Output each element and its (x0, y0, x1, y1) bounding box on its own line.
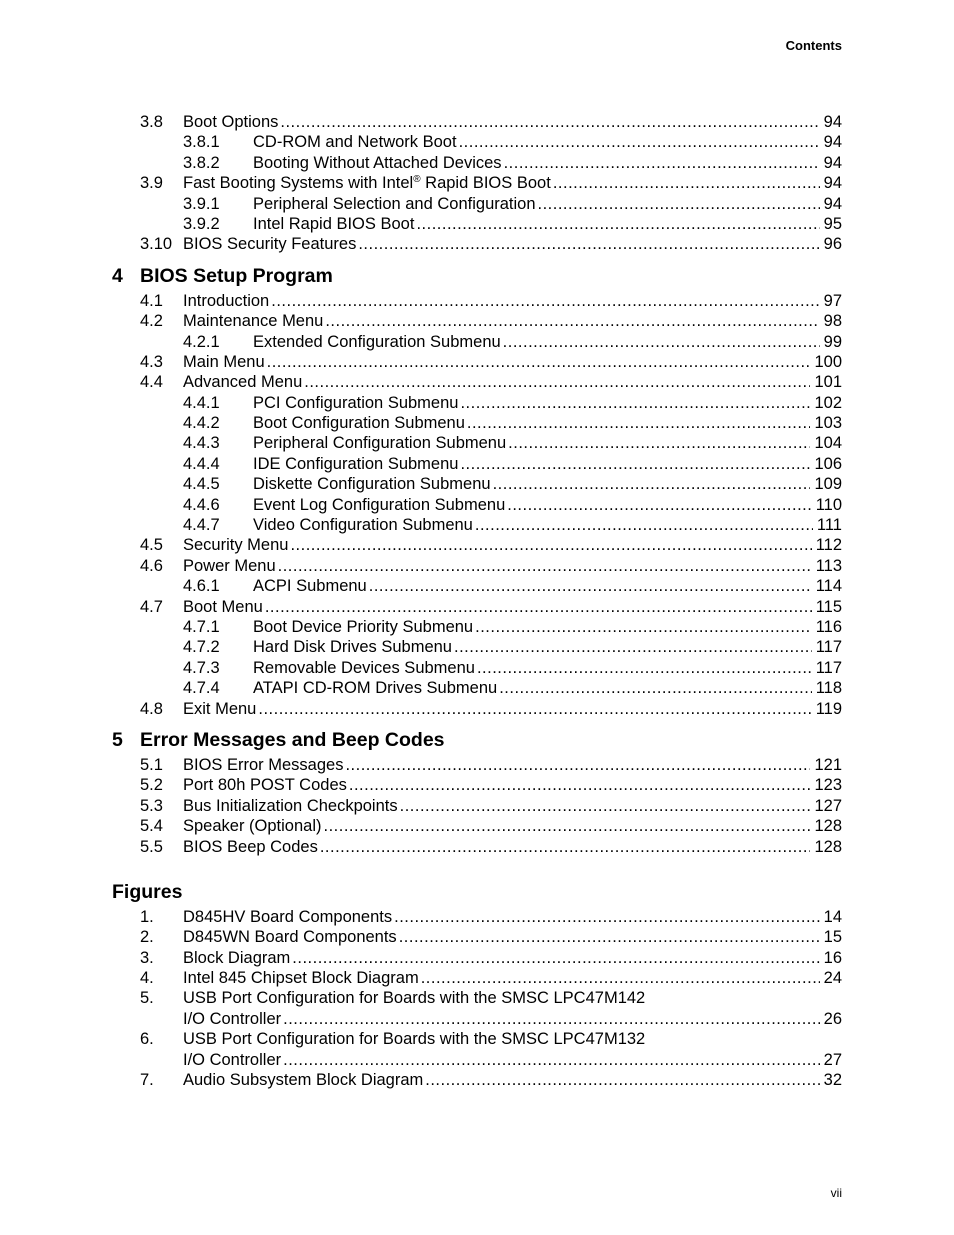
entry-leader-line (183, 234, 842, 254)
entry-page: 116 (815, 617, 842, 636)
entry-title: Exit Menu (183, 699, 257, 718)
entry-number: 4.3 (140, 352, 163, 371)
entry-leader-line (253, 454, 842, 474)
toc-entry[interactable] (0, 907, 954, 927)
entry-title: USB Port Configuration for Boards with the SMSC LPC47M132 (183, 1030, 646, 1049)
entry-number: 4. (140, 969, 154, 988)
entry-title: D845WN Board Components (183, 928, 397, 947)
entry-number: 4.5 (140, 536, 163, 555)
entry-number: 4.7.4 (183, 679, 220, 698)
entry-page: 14 (823, 907, 842, 926)
entry-number: 6. (140, 1030, 154, 1049)
entry-number: 4.4.7 (183, 516, 220, 535)
entry-number: 4.4.3 (183, 434, 220, 453)
dot-leader (278, 556, 812, 576)
entry-leader-line (183, 556, 842, 576)
toc-entry[interactable] (0, 755, 954, 775)
dot-leader (369, 576, 812, 596)
toc-entry[interactable] (0, 948, 954, 968)
dot-leader (475, 617, 812, 637)
entry-leader-line (253, 495, 842, 515)
dot-leader (320, 837, 811, 857)
entry-leader-line (253, 515, 842, 535)
chapter-heading[interactable] (0, 725, 954, 755)
toc-entry[interactable] (0, 153, 954, 173)
entry-leader-line (183, 988, 842, 1008)
entry-title: Fast Booting Systems with Intel® Rapid BIOS Boot (183, 174, 551, 193)
toc-entry[interactable] (0, 194, 954, 214)
entry-title: Intel 845 Chipset Block Diagram (183, 969, 419, 988)
entry-leader-line (253, 637, 842, 657)
toc-entry[interactable] (0, 597, 954, 617)
dot-leader (400, 796, 811, 816)
figures-heading (0, 877, 954, 907)
entry-title: Booting Without Attached Devices (253, 153, 502, 172)
entry-title: Audio Subsystem Block Diagram (183, 1071, 424, 1090)
toc-entry[interactable] (0, 112, 954, 132)
entry-number: 5.5 (140, 837, 163, 856)
entry-page: 109 (814, 475, 842, 494)
entry-number: 4.7.3 (183, 658, 220, 677)
entry-leader-line (183, 775, 842, 795)
entry-title: Security Menu (183, 536, 289, 555)
entry-number: 4.4.2 (183, 414, 220, 433)
toc-entry[interactable] (0, 988, 954, 1008)
dot-leader (421, 968, 820, 988)
entry-leader-line (183, 291, 842, 311)
entry-leader-line (253, 617, 842, 637)
entry-leader-line (253, 413, 842, 433)
toc-entry-continuation[interactable] (0, 1009, 954, 1029)
toc-entry[interactable] (0, 413, 954, 433)
entry-title: Extended Configuration Submenu (253, 332, 501, 351)
entry-page: 128 (814, 817, 842, 836)
dot-leader (399, 927, 820, 947)
entry-page: 113 (815, 556, 842, 575)
entry-title: Port 80h POST Codes (183, 776, 347, 795)
entry-title: USB Port Configuration for Boards with the SMSC LPC47M142 (183, 989, 646, 1008)
entry-page: 119 (815, 699, 842, 718)
entry-number: 5. (140, 989, 154, 1008)
dot-leader (507, 495, 811, 515)
entry-number: 4.8 (140, 699, 163, 718)
entry-leader-line (183, 968, 842, 988)
entry-page: 112 (815, 536, 842, 555)
entry-leader-line (183, 1009, 842, 1029)
toc-entry[interactable] (0, 699, 954, 719)
entry-title: Main Menu (183, 352, 265, 371)
entry-title: BIOS Security Features (183, 235, 357, 254)
entry-leader-line (183, 948, 842, 968)
entry-page: 115 (815, 597, 842, 616)
entry-leader-line (183, 597, 842, 617)
dot-leader (493, 474, 811, 494)
entry-leader-line (183, 1070, 842, 1090)
entry-page: 106 (814, 454, 842, 473)
entry-title: ACPI Submenu (253, 577, 367, 596)
entry-page: 121 (814, 755, 842, 774)
dot-leader (416, 214, 819, 234)
chapter-number: 4 (112, 264, 123, 287)
dot-leader (290, 535, 811, 555)
toc-entry[interactable] (0, 515, 954, 535)
entry-page: 94 (823, 174, 842, 193)
toc-entry[interactable] (0, 291, 954, 311)
toc-entry[interactable] (0, 658, 954, 678)
toc-entry[interactable] (0, 214, 954, 234)
toc-entry[interactable] (0, 433, 954, 453)
entry-number: 7. (140, 1071, 154, 1090)
dot-leader (325, 311, 819, 331)
entry-page: 27 (823, 1050, 842, 1069)
entry-page: 110 (815, 495, 842, 514)
entry-title: Power Menu (183, 556, 276, 575)
dot-leader (349, 775, 811, 795)
entry-number: 4.7 (140, 597, 163, 616)
dot-leader (538, 194, 820, 214)
entry-leader-line (253, 132, 842, 152)
dot-leader (345, 755, 810, 775)
entry-leader-line (253, 678, 842, 698)
entry-number: 3.9.2 (183, 214, 220, 233)
entry-page: 94 (823, 113, 842, 131)
entry-number: 3.8.1 (183, 133, 220, 152)
entry-title: D845HV Board Components (183, 907, 393, 926)
toc-entry[interactable] (0, 968, 954, 988)
entry-page: 103 (814, 414, 842, 433)
dot-leader (503, 332, 820, 352)
dot-leader (460, 454, 810, 474)
entry-page: 15 (823, 928, 842, 947)
entry-title: Hard Disk Drives Submenu (253, 638, 452, 657)
entry-number: 4.4.1 (183, 393, 220, 412)
entry-title: Bus Initialization Checkpoints (183, 796, 398, 815)
figures-heading-text: Figures (112, 880, 183, 903)
entry-title: Peripheral Selection and Configuration (253, 194, 536, 213)
entry-leader-line (253, 433, 842, 453)
entry-title: Maintenance Menu (183, 312, 324, 331)
entry-number: 4.4.6 (183, 495, 220, 514)
entry-leader-line (183, 907, 842, 927)
entry-title: PCI Configuration Submenu (253, 393, 459, 412)
entry-leader-line (183, 535, 842, 555)
entry-page: 128 (814, 837, 842, 856)
entry-page: 117 (815, 638, 842, 657)
dot-leader (267, 352, 811, 372)
chapter-title: Error Messages and Beep Codes (140, 728, 445, 751)
entry-number: 5.1 (140, 755, 163, 774)
entry-title: Peripheral Configuration Submenu (253, 434, 507, 453)
entry-number: 4.6.1 (183, 577, 220, 596)
dot-leader (324, 816, 811, 836)
entry-title: Introduction (183, 291, 270, 310)
entry-number: 4.4 (140, 373, 163, 392)
entry-leader-line (183, 173, 842, 193)
dot-leader (425, 1070, 819, 1090)
entry-title: Boot Menu (183, 597, 263, 616)
dot-leader (553, 173, 820, 193)
entry-title: Boot Configuration Submenu (253, 414, 465, 433)
entry-number: 5.2 (140, 776, 163, 795)
entry-number: 3.9 (140, 174, 163, 193)
toc-entry[interactable] (0, 311, 954, 331)
toc-entry[interactable] (0, 678, 954, 698)
entry-title: Boot Device Priority Submenu (253, 617, 474, 636)
entry-number: 4.2.1 (183, 332, 220, 351)
entry-leader-line (253, 474, 842, 494)
entry-leader-line (253, 332, 842, 352)
entry-number: 4.6 (140, 556, 163, 575)
dot-leader (508, 433, 810, 453)
toc-entry[interactable] (0, 837, 954, 857)
entry-number: 4.1 (140, 291, 163, 310)
dot-leader (292, 948, 819, 968)
toc-entry[interactable] (0, 352, 954, 372)
entry-number: 2. (140, 928, 154, 947)
entry-page: 96 (823, 235, 842, 254)
entry-leader-line (253, 194, 842, 214)
toc-entry[interactable] (0, 637, 954, 657)
dot-leader (283, 1009, 820, 1029)
entry-leader-line (183, 816, 842, 836)
running-header: Contents (785, 38, 842, 53)
dot-leader (499, 678, 811, 698)
entry-page: 24 (823, 969, 842, 988)
toc-entry[interactable] (0, 372, 954, 392)
entry-page: 16 (823, 948, 842, 967)
entry-title: Boot Options (183, 113, 279, 131)
entry-number: 4.7.1 (183, 617, 220, 636)
dot-leader (504, 153, 820, 173)
entry-title: Speaker (Optional) (183, 817, 322, 836)
entry-page: 94 (823, 194, 842, 213)
toc-entry[interactable] (0, 617, 954, 637)
dot-leader (280, 112, 819, 132)
dot-leader (265, 597, 812, 617)
toc-entry[interactable] (0, 332, 954, 352)
entry-number: 3.10 (140, 235, 173, 254)
entry-leader-line (183, 755, 842, 775)
entry-number: 3.8 (140, 113, 163, 131)
toc-entry[interactable] (0, 796, 954, 816)
entry-leader-line (253, 393, 842, 413)
toc-entry[interactable] (0, 576, 954, 596)
toc-entry[interactable] (0, 775, 954, 795)
toc-entry[interactable] (0, 132, 954, 152)
entry-leader-line (183, 796, 842, 816)
dot-leader (304, 372, 810, 392)
entry-page: 127 (814, 796, 842, 815)
entry-number: 4.4.4 (183, 454, 220, 473)
entry-number: 3.9.1 (183, 194, 220, 213)
entry-leader-line (183, 372, 842, 392)
toc-entry[interactable] (0, 234, 954, 254)
toc-entry[interactable] (0, 927, 954, 947)
entry-number: 4.2 (140, 312, 163, 331)
dot-leader (477, 658, 812, 678)
entry-page: 117 (815, 658, 842, 677)
entry-title: Intel Rapid BIOS Boot (253, 214, 415, 233)
toc-entry[interactable] (0, 173, 954, 193)
chapter-title: BIOS Setup Program (140, 264, 333, 287)
entry-title: IDE Configuration Submenu (253, 454, 459, 473)
toc-entry[interactable] (0, 556, 954, 576)
entry-page: 98 (823, 312, 842, 331)
entry-page: 102 (814, 393, 842, 412)
entry-leader-line (183, 837, 842, 857)
entry-page: 118 (815, 679, 842, 698)
entry-leader-line (183, 112, 842, 132)
toc-entry[interactable] (0, 495, 954, 515)
entry-number: 3.8.2 (183, 153, 220, 172)
chapter-heading[interactable] (0, 261, 954, 291)
entry-number: 5.3 (140, 796, 163, 815)
entry-title-continuation: I/O Controller (183, 1009, 282, 1028)
toc-entry[interactable] (0, 393, 954, 413)
entry-title: Block Diagram (183, 948, 291, 967)
entry-title: Video Configuration Submenu (253, 516, 473, 535)
entry-number: 3. (140, 948, 154, 967)
entry-number: 1. (140, 907, 154, 926)
entry-page: 95 (823, 214, 842, 233)
entry-leader-line (183, 352, 842, 372)
entry-title: Removable Devices Submenu (253, 658, 475, 677)
entry-title: BIOS Error Messages (183, 755, 344, 774)
dot-leader (467, 413, 811, 433)
entry-page: 123 (814, 776, 842, 795)
entry-number: 4.7.2 (183, 638, 220, 657)
dot-leader (459, 132, 820, 152)
entry-number: 5.4 (140, 817, 163, 836)
entry-leader-line (253, 658, 842, 678)
toc-entry[interactable] (0, 474, 954, 494)
entry-page: 111 (816, 516, 842, 535)
toc-entry[interactable] (0, 816, 954, 836)
entry-page: 94 (823, 133, 842, 152)
entry-title: Advanced Menu (183, 373, 303, 392)
dot-leader (283, 1050, 820, 1070)
entry-page: 94 (823, 153, 842, 172)
entry-page: 26 (823, 1009, 842, 1028)
entry-page: 99 (823, 332, 842, 351)
chapter-number: 5 (112, 728, 123, 751)
entry-page: 104 (814, 434, 842, 453)
table-of-contents (0, 112, 954, 1090)
entry-leader-line (253, 214, 842, 234)
dot-leader (475, 515, 813, 535)
entry-page: 100 (814, 352, 842, 371)
entry-title: Diskette Configuration Submenu (253, 475, 491, 494)
entry-leader-line (183, 1050, 842, 1070)
entry-leader-line (183, 311, 842, 331)
toc-entry[interactable] (0, 1070, 954, 1090)
entry-page: 114 (815, 577, 842, 596)
entry-leader-line (253, 576, 842, 596)
entry-title-continuation: I/O Controller (183, 1050, 282, 1069)
dot-leader (394, 907, 820, 927)
dot-leader (460, 393, 810, 413)
entry-leader-line (253, 153, 842, 173)
toc-entry[interactable] (0, 454, 954, 474)
dot-leader (271, 291, 819, 311)
entry-leader-line (183, 927, 842, 947)
entry-page: 97 (823, 291, 842, 310)
entry-title: BIOS Beep Codes (183, 837, 318, 856)
entry-page: 101 (814, 373, 842, 392)
entry-page: 32 (823, 1071, 842, 1090)
entry-leader-line (183, 699, 842, 719)
dot-leader (454, 637, 812, 657)
toc-entry-continuation[interactable] (0, 1050, 954, 1070)
entry-number: 4.4.5 (183, 475, 220, 494)
dot-leader (358, 234, 819, 254)
toc-entry[interactable] (0, 535, 954, 555)
entry-title: CD-ROM and Network Boot (253, 133, 457, 152)
dot-leader (258, 699, 811, 719)
page-number: vii (830, 1186, 842, 1200)
entry-leader-line (183, 1029, 842, 1049)
entry-title: ATAPI CD-ROM Drives Submenu (253, 679, 498, 698)
toc-entry[interactable] (0, 1029, 954, 1049)
entry-title: Event Log Configuration Submenu (253, 495, 506, 514)
